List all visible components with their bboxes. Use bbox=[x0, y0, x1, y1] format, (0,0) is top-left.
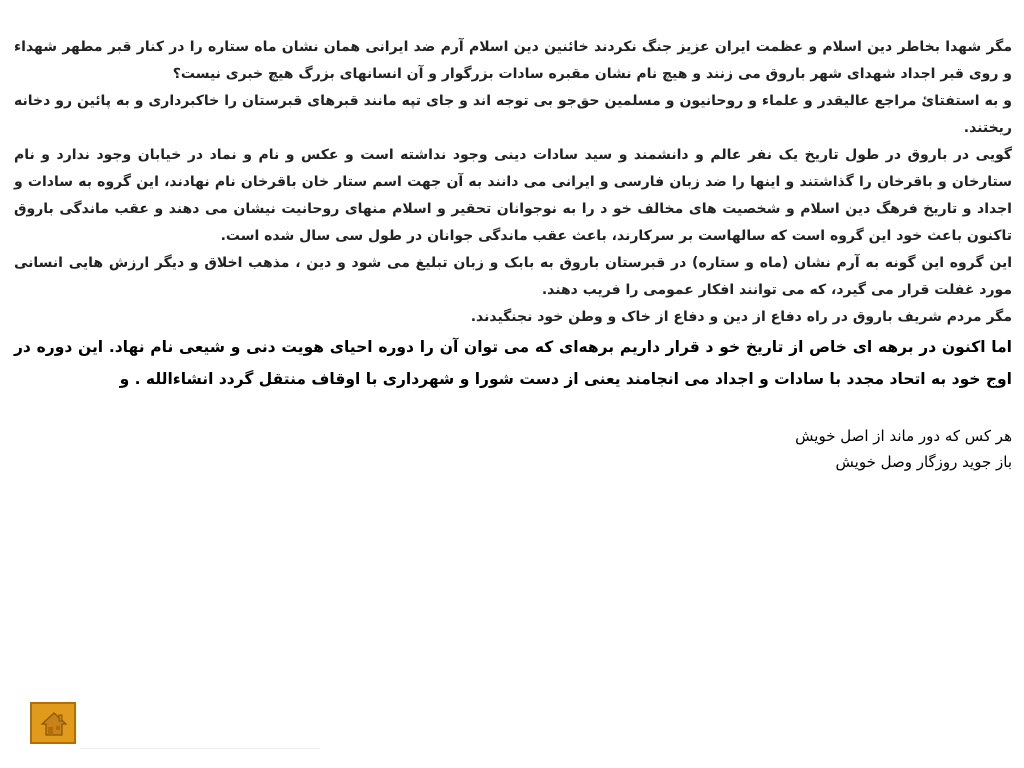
poem-couplet bbox=[14, 423, 1012, 475]
paragraph-2: و به استفتائ مراجع عالیقدر و علماء و روحانیون و مسلمین حق‌جو بی توجه اند و جای تپه مانند قبرهای قبرستان را خاکبرداری و به پائین رو دخانه ریختند. bbox=[14, 93, 1012, 136]
home-button[interactable] bbox=[30, 702, 76, 744]
article-body bbox=[14, 34, 1012, 475]
home-icon bbox=[40, 710, 68, 738]
paragraph-3: گویی در باروق در طول تاریخ یک نفر عالم و دانشمند و سید سادات دینی وجود نداشته است و عکس و نام و نماد در خیابان وجود ندارد و نام ستارخان و باقرخان را گذاشتند و اینها را ضد زبان فارسی و ایرانی می دانند به آن جهت اسم ستار خان باقرخان نام نهادند، این گروه به سادات و اجداد و تاریخ فرهگ دین اسلام و شخصیت های مخالف خو د را به نوجوانان تحقیر و اسلام منهای روحانیت نیشان می دهند و عقب ماندگی باروق تاکنون باعث خود این گروه است که سالهاست بر سرکارند، باعث عقب ماندگی جوانان در طول سی سال شده است. bbox=[14, 147, 1012, 244]
poem-line-1: هر کس که دور ماند از اصل خویش bbox=[795, 427, 1012, 445]
divider bbox=[80, 748, 320, 749]
poem-line-2: باز جوید روزگار وصل خویش bbox=[835, 453, 1012, 471]
paragraph-4: این گروه این گونه به آرم نشان (ماه و ستاره) در قبرستان باروق به بابک و زبان تبلیغ می شود و دین ، مذهب اخلاق و دیگر ارزش هایی انسانی مورد غفلت قرار می گیرد، که می توانند افکار عمومی را فریب دهند. bbox=[14, 255, 1012, 298]
paragraph-5: مگر مردم شریف باروق در راه دفاع از دین و دفاع از خاک و وطن خود نجنگیدند. bbox=[470, 309, 1012, 325]
emphasized-paragraph: اما اکنون در برهه ای خاص از تاریخ خو د قرار داریم برهه‌ای که می توان آن را دوره احیای هویت دنی و شیعی نام نهاد. این دوره در اوج خود به اتحاد مجدد با سادات و اجداد می انجامند یعنی از دست شورا و شهرداری با اوقاف منتقل گردد انشاءالله . و bbox=[14, 338, 1012, 388]
paragraph-1: مگر شهدا بخاطر دین اسلام و عظمت ایران عزیز جنگ نکردند خائنین دین اسلام آرم ضد ایرانی همان نشان ماه ستاره را در کنار قبر مطهر شهداء و روی قبر اجداد شهدای شهر باروق می زنند و هیچ نام نشان مقبره سادات بزرگوار و آن انسانهای بزرگ هیچ خبری نیست؟ bbox=[14, 39, 1012, 82]
